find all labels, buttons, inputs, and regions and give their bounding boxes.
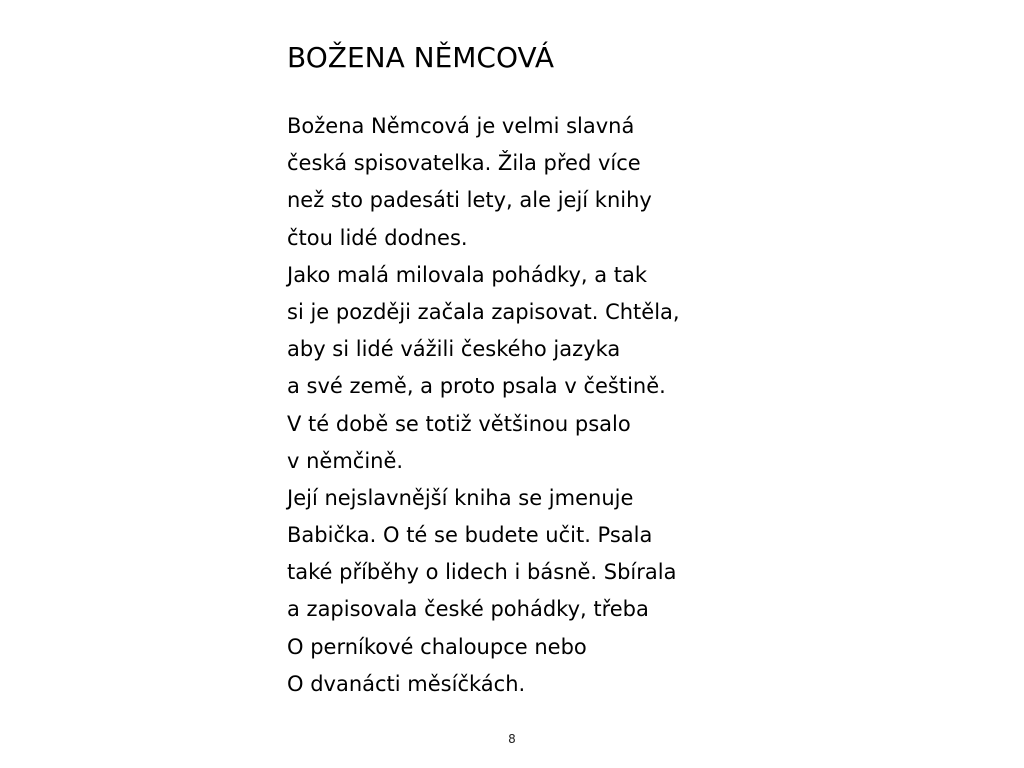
text-line: Božena Němcová je velmi slavná xyxy=(287,114,635,138)
text-line: O dvanácti měsíčkách. xyxy=(287,671,526,696)
text-line: si je později začala zapisovat. Chtěla, xyxy=(287,299,680,324)
text-line: Její nejslavnější kniha se jmenuje xyxy=(287,485,634,510)
text-line: Babička. O té se budete učit. Psala xyxy=(287,523,653,548)
text-line: čtou lidé dodnes. xyxy=(287,225,468,250)
text-line: než sto padesáti lety, ale její knihy xyxy=(287,188,652,213)
text-line: a své země, a proto psala v češtině. xyxy=(287,374,666,399)
text-line: v němčině. xyxy=(287,448,404,473)
text-line: aby si lidé vážili českého jazyka xyxy=(287,337,621,362)
text-line: také příběhy o lidech i básně. Sbírala xyxy=(287,560,677,585)
text-line: V té době se totiž většinou psalo xyxy=(287,411,631,436)
text-line: a zapisovala české pohádky, třeba xyxy=(287,597,649,622)
text-line: O perníkové chaloupce nebo xyxy=(287,634,587,659)
body-text xyxy=(287,108,680,703)
page-title: BOŽENA NĚMCOVÁ xyxy=(287,41,555,74)
text-line: česká spisovatelka. Žila před více xyxy=(287,151,641,176)
page-number: 8 xyxy=(508,732,516,746)
text-line: Jako malá milovala pohádky, a tak xyxy=(287,262,648,287)
